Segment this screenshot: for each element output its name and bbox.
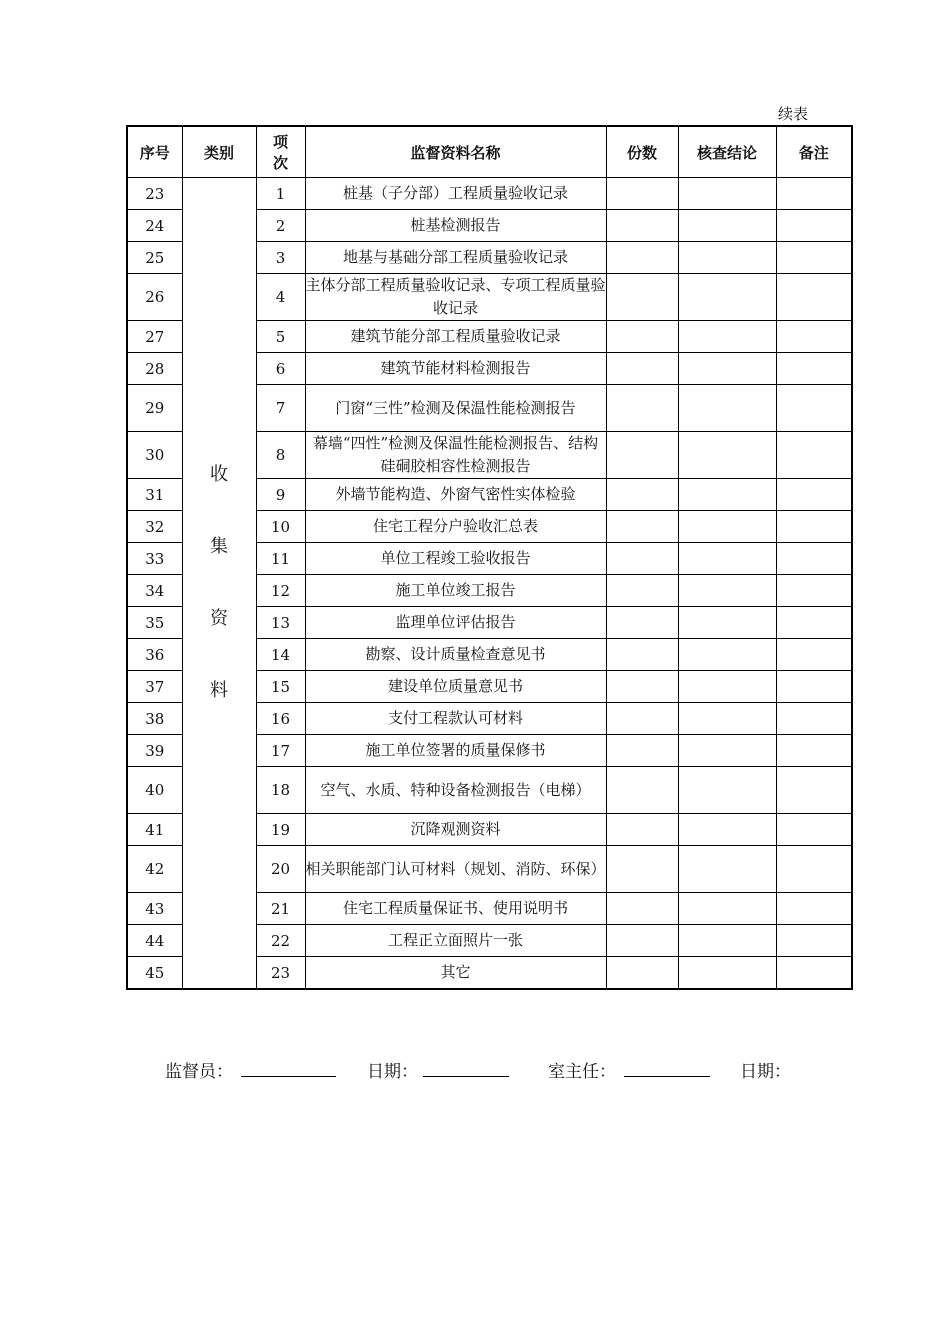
item-cell: 15 [256,671,305,703]
header-conclusion: 核查结论 [678,126,776,178]
remarks-cell[interactable] [776,511,852,543]
remarks-cell[interactable] [776,703,852,735]
supervision-documents-table [126,125,853,990]
seq-cell: 34 [127,575,182,607]
copies-cell[interactable] [606,639,678,671]
document-name-cell: 桩基（子分部）工程质量验收记录 [305,178,606,210]
document-name-cell: 施工单位竣工报告 [305,575,606,607]
seq-cell: 42 [127,846,182,893]
copies-cell[interactable] [606,385,678,432]
header-name: 监督资料名称 [305,126,606,178]
category-cell [182,178,256,990]
conclusion-cell[interactable] [678,575,776,607]
document-name-cell: 幕墙“四性”检测及保温性能检测报告、结构硅硐胶相容性检测报告 [305,432,606,479]
conclusion-cell[interactable] [678,432,776,479]
item-cell: 4 [256,274,305,321]
conclusion-cell[interactable] [678,242,776,274]
header-copies: 份数 [606,126,678,178]
item-cell: 19 [256,814,305,846]
conclusion-cell[interactable] [678,321,776,353]
header-category: 类别 [182,126,256,178]
remarks-cell[interactable] [776,607,852,639]
director-label: 室主任： [548,1062,616,1082]
item-cell: 16 [256,703,305,735]
remarks-cell[interactable] [776,925,852,957]
category-char: 集 [210,536,228,557]
item-cell: 3 [256,242,305,274]
copies-cell[interactable] [606,735,678,767]
copies-cell[interactable] [606,511,678,543]
conclusion-cell[interactable] [678,925,776,957]
signature-footer [0,1057,950,1081]
document-name-cell: 监理单位评估报告 [305,607,606,639]
seq-cell: 45 [127,957,182,990]
header-item: 项 次 [256,126,305,178]
item-cell: 8 [256,432,305,479]
remarks-cell[interactable] [776,575,852,607]
seq-cell: 25 [127,242,182,274]
table-header-row [127,126,852,178]
document-name-cell: 桩基检测报告 [305,210,606,242]
document-name-cell: 主体分部工程质量验收记录、专项工程质量验收记录 [305,274,606,321]
copies-cell[interactable] [606,607,678,639]
remarks-cell[interactable] [776,814,852,846]
conclusion-cell[interactable] [678,703,776,735]
document-name-cell: 其它 [305,957,606,990]
conclusion-cell[interactable] [678,957,776,990]
copies-cell[interactable] [606,274,678,321]
item-cell: 21 [256,893,305,925]
document-name-cell: 沉降观测资料 [305,814,606,846]
seq-cell: 30 [127,432,182,479]
seq-cell: 36 [127,639,182,671]
seq-cell: 24 [127,210,182,242]
item-cell: 10 [256,511,305,543]
item-cell: 20 [256,846,305,893]
seq-cell: 40 [127,767,182,814]
document-name-cell: 地基与基础分部工程质量验收记录 [305,242,606,274]
seq-cell: 33 [127,543,182,575]
remarks-cell[interactable] [776,671,852,703]
supervisor-signature-blank[interactable] [241,1076,336,1077]
header-remarks: 备注 [776,126,852,178]
copies-cell[interactable] [606,846,678,893]
date-blank-1[interactable] [423,1076,509,1077]
remarks-cell[interactable] [776,353,852,385]
document-name-cell: 外墙节能构造、外窗气密性实体检验 [305,479,606,511]
item-cell: 6 [256,353,305,385]
document-name-cell: 住宅工程质量保证书、使用说明书 [305,893,606,925]
copies-cell[interactable] [606,432,678,479]
document-name-cell: 门窗“三性”检测及保温性能检测报告 [305,385,606,432]
conclusion-cell[interactable] [678,893,776,925]
document-name-cell: 勘察、设计质量检查意见书 [305,639,606,671]
copies-cell[interactable] [606,543,678,575]
item-cell: 5 [256,321,305,353]
remarks-cell[interactable] [776,321,852,353]
copies-cell[interactable] [606,242,678,274]
document-name-cell: 建筑节能分部工程质量验收记录 [305,321,606,353]
item-cell: 23 [256,957,305,990]
seq-cell: 28 [127,353,182,385]
item-cell: 2 [256,210,305,242]
conclusion-cell[interactable] [678,735,776,767]
copies-cell[interactable] [606,353,678,385]
remarks-cell[interactable] [776,893,852,925]
conclusion-cell[interactable] [678,607,776,639]
item-cell: 11 [256,543,305,575]
category-char: 料 [210,680,228,701]
supervisor-label: 监督员： [165,1062,233,1082]
seq-cell: 29 [127,385,182,432]
conclusion-cell[interactable] [678,178,776,210]
remarks-cell[interactable] [776,178,852,210]
copies-cell[interactable] [606,893,678,925]
remarks-cell[interactable] [776,846,852,893]
copies-cell[interactable] [606,671,678,703]
conclusion-cell[interactable] [678,353,776,385]
seq-cell: 35 [127,607,182,639]
document-name-cell: 住宅工程分户验收汇总表 [305,511,606,543]
remarks-cell[interactable] [776,479,852,511]
conclusion-cell[interactable] [678,543,776,575]
copies-cell[interactable] [606,210,678,242]
item-cell: 1 [256,178,305,210]
remarks-cell[interactable] [776,210,852,242]
conclusion-cell[interactable] [678,511,776,543]
remarks-cell[interactable] [776,957,852,990]
copies-cell[interactable] [606,575,678,607]
document-name-cell: 空气、水质、特种设备检测报告（电梯） [305,767,606,814]
seq-cell: 37 [127,671,182,703]
remarks-cell[interactable] [776,242,852,274]
item-cell: 14 [256,639,305,671]
seq-cell: 38 [127,703,182,735]
copies-cell[interactable] [606,703,678,735]
item-cell: 22 [256,925,305,957]
copies-cell[interactable] [606,767,678,814]
conclusion-cell[interactable] [678,479,776,511]
category-char: 资 [210,608,228,629]
seq-cell: 39 [127,735,182,767]
seq-cell: 27 [127,321,182,353]
conclusion-cell[interactable] [678,846,776,893]
copies-cell[interactable] [606,957,678,990]
copies-cell[interactable] [606,479,678,511]
table-row [127,178,852,210]
conclusion-cell[interactable] [678,767,776,814]
item-cell: 7 [256,385,305,432]
item-cell: 18 [256,767,305,814]
date-label-2: 日期： [740,1062,791,1082]
conclusion-cell[interactable] [678,671,776,703]
document-name-cell: 相关职能部门认可材料（规划、消防、环保） [305,846,606,893]
seq-cell: 23 [127,178,182,210]
item-cell: 12 [256,575,305,607]
remarks-cell[interactable] [776,639,852,671]
item-cell: 17 [256,735,305,767]
item-cell: 13 [256,607,305,639]
seq-cell: 32 [127,511,182,543]
conclusion-cell[interactable] [678,814,776,846]
copies-cell[interactable] [606,178,678,210]
remarks-cell[interactable] [776,543,852,575]
document-name-cell: 支付工程款认可材料 [305,703,606,735]
seq-cell: 44 [127,925,182,957]
seq-cell: 31 [127,479,182,511]
seq-cell: 41 [127,814,182,846]
document-name-cell: 施工单位签署的质量保修书 [305,735,606,767]
remarks-cell[interactable] [776,767,852,814]
category-char: 收 [210,464,228,485]
conclusion-cell[interactable] [678,639,776,671]
copies-cell[interactable] [606,925,678,957]
conclusion-cell[interactable] [678,385,776,432]
remarks-cell[interactable] [776,735,852,767]
header-seq: 序号 [127,126,182,178]
conclusion-cell[interactable] [678,274,776,321]
remarks-cell[interactable] [776,385,852,432]
seq-cell: 26 [127,274,182,321]
seq-cell: 43 [127,893,182,925]
item-cell: 9 [256,479,305,511]
document-name-cell: 建设单位质量意见书 [305,671,606,703]
remarks-cell[interactable] [776,274,852,321]
document-name-cell: 建筑节能材料检测报告 [305,353,606,385]
copies-cell[interactable] [606,814,678,846]
director-signature-blank[interactable] [624,1076,710,1077]
date-label-1: 日期： [367,1062,418,1082]
copies-cell[interactable] [606,321,678,353]
document-name-cell: 工程正立面照片一张 [305,925,606,957]
document-name-cell: 单位工程竣工验收报告 [305,543,606,575]
conclusion-cell[interactable] [678,210,776,242]
remarks-cell[interactable] [776,432,852,479]
continued-label: 续表 [778,105,809,123]
